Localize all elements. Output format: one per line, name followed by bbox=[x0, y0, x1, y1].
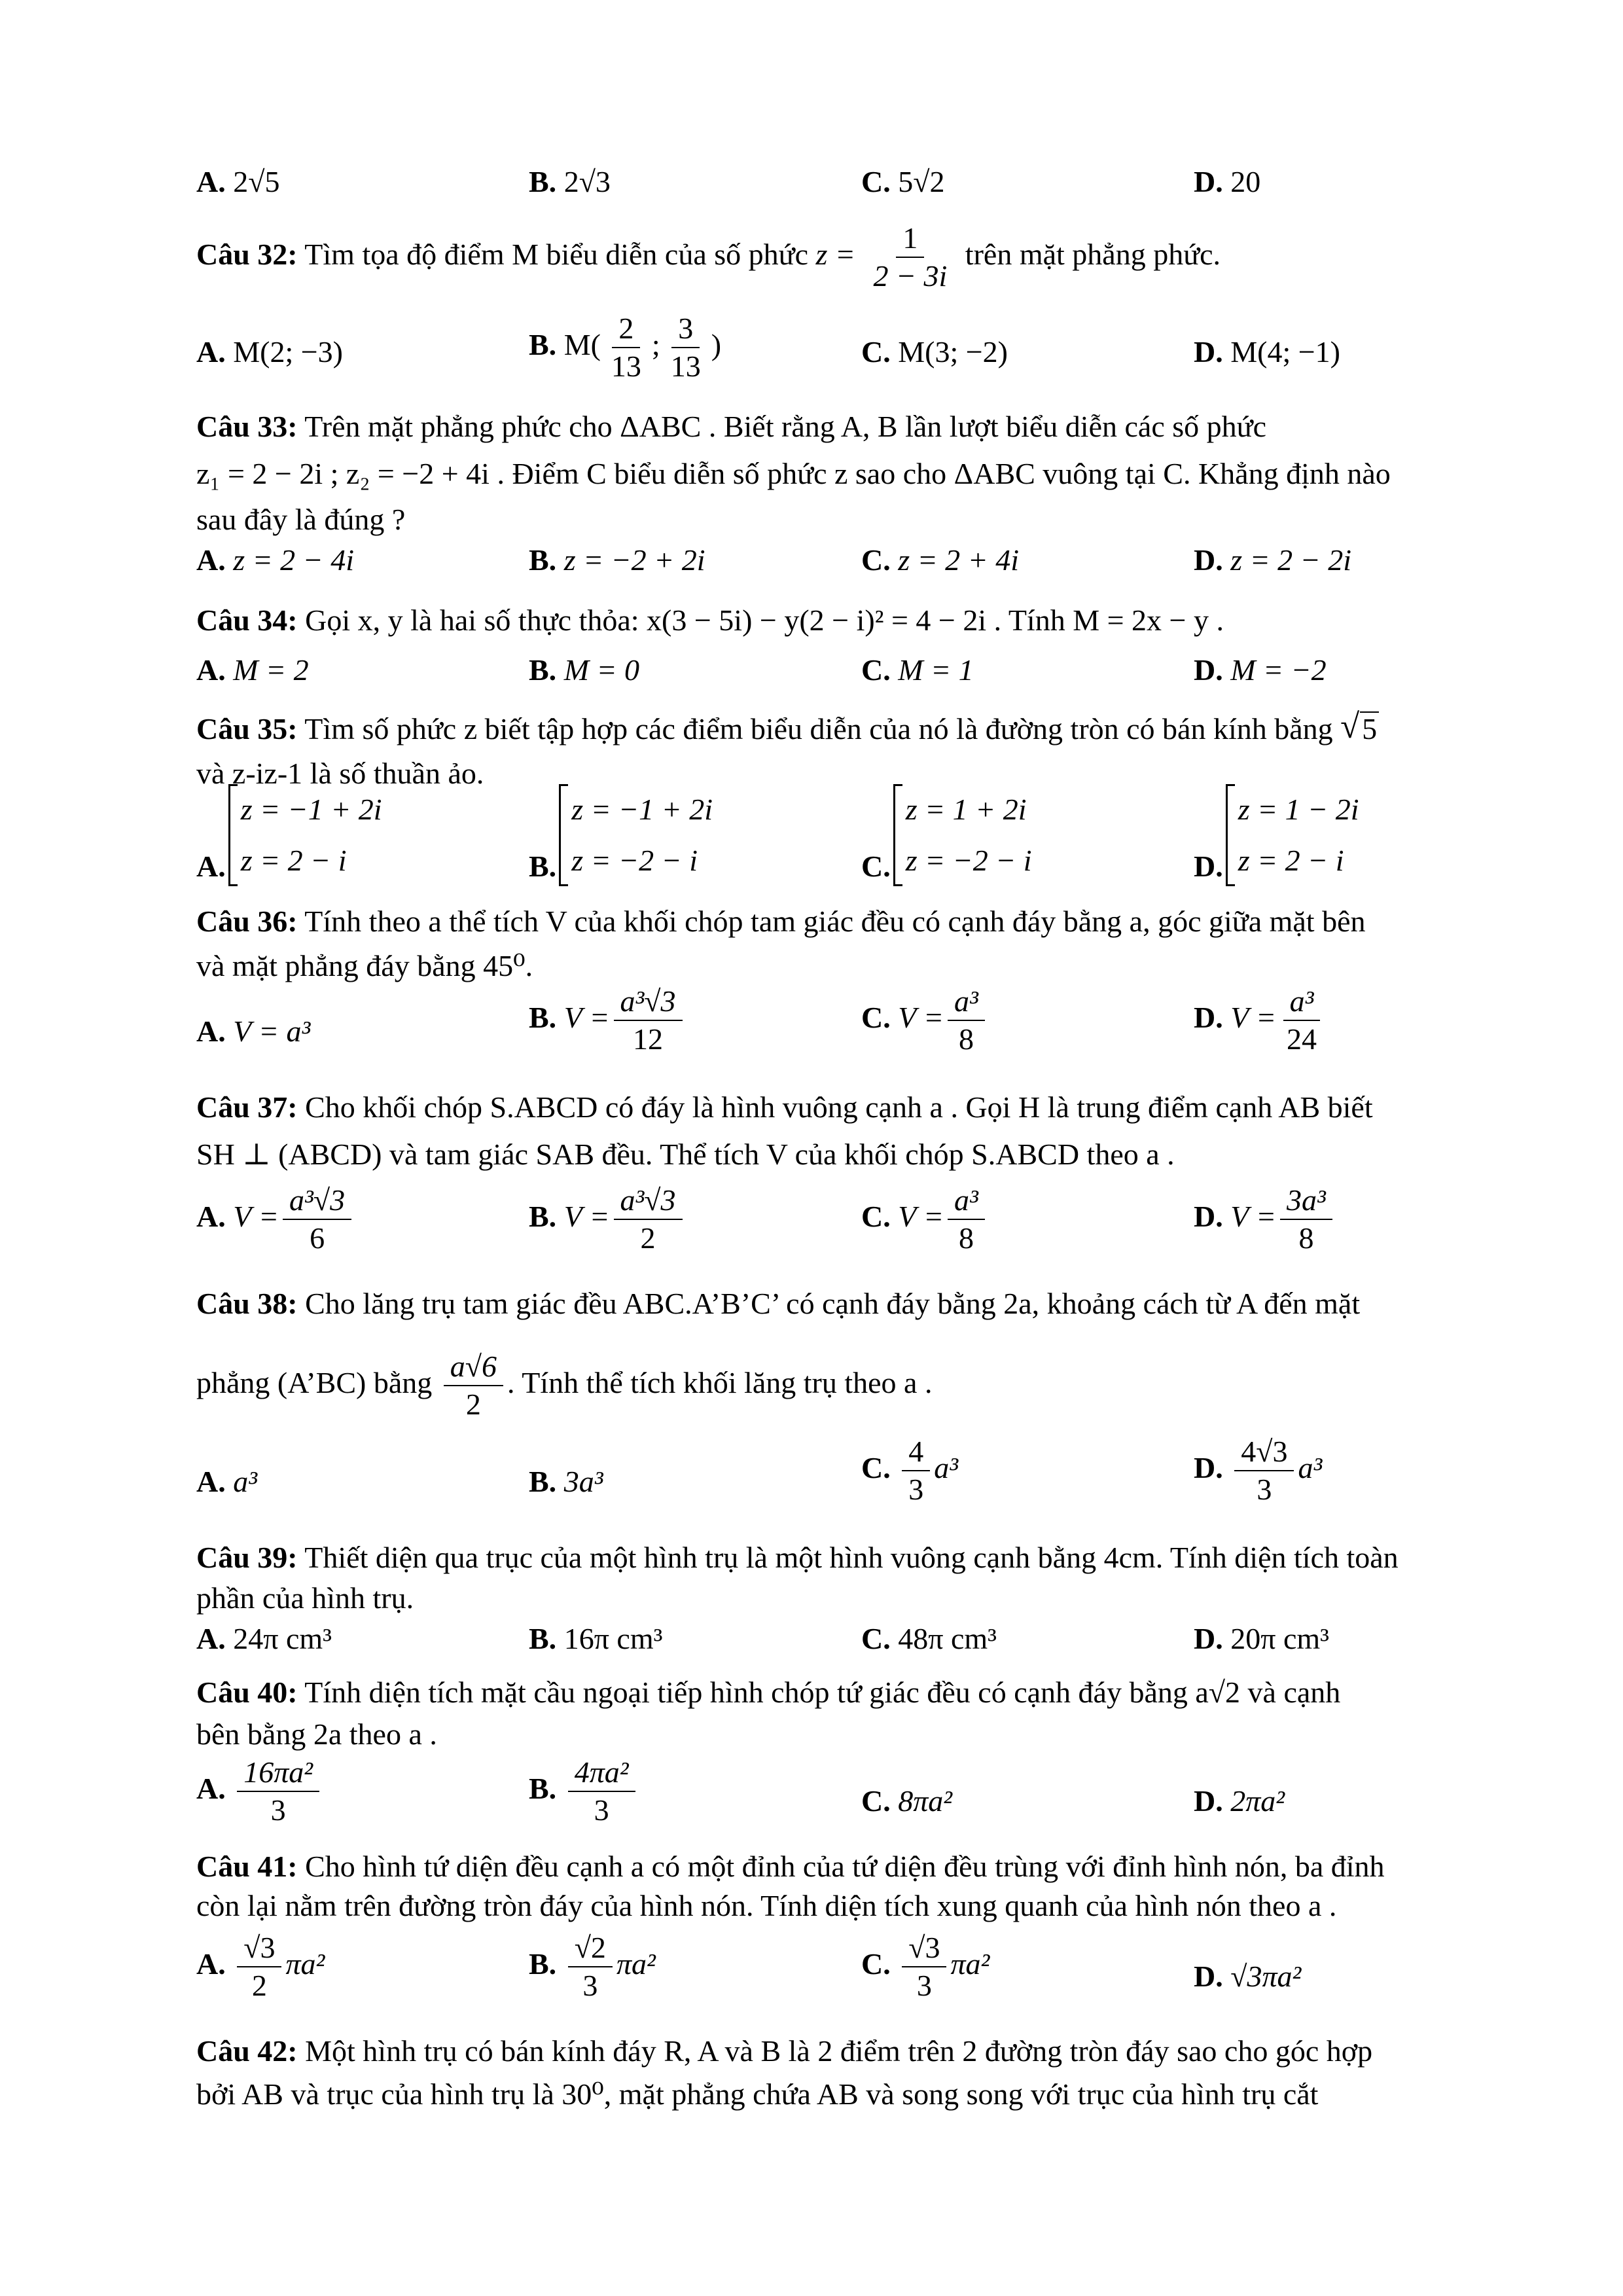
q34-option-b: B. M = 0 bbox=[529, 653, 640, 687]
q38-stem-line2: phẳng (A’BC) bằng $\frac{a√6}{2}$ . Tính thể tích khối lăng trụ theo a . bbox=[196, 1350, 933, 1422]
q34-stem: Câu 34: Gọi x, y là hai số thực thỏa: x(3 − 5i) − y(2 − i)² = 4 − 2i . Tính M = 2x − y . bbox=[196, 603, 1224, 637]
q40-option-d: D. 2πa² bbox=[1194, 1784, 1285, 1818]
q35-stem-line1: Câu 35: Tìm số phức z biết tập hợp các điểm biểu diễn của nó là đường tròn có bán kính bằng √ 5 bbox=[196, 709, 1479, 749]
q32-stem: Câu 32: Tìm tọa độ điểm M biểu diễn của số phức z = $\frac{1}{2 - 3i}$ trên mặt phẳng phức. bbox=[196, 221, 1221, 293]
q39-stem-line2: phần của hình trụ. bbox=[196, 1581, 414, 1615]
q36-stem-line2: và mặt phẳng đáy bằng 45⁰. bbox=[196, 949, 533, 982]
q31-option-c: C. 5√2 bbox=[861, 165, 945, 198]
q34-option-a: A. M = 2 bbox=[196, 653, 309, 687]
q41-option-b: B. $\frac{√2}{3}$ πa² bbox=[529, 1931, 656, 2003]
q37-option-a: A. V = $\frac{\text{a³√3}}{6}$ bbox=[196, 1185, 355, 1255]
q33-stem-line2: z₁ = 2 − 2i ; z₂ = −2 + 4i . Điểm C biểu diễn số phức z sao cho ΔABC vuông tại C. Khẳng định nào bbox=[196, 457, 1391, 490]
q37-stem-line1: Câu 37: Cho khối chóp S.ABCD có đáy là hình vuông cạnh a . Gọi H là trung điểm cạnh AB biết bbox=[196, 1090, 1373, 1124]
q42-stem-line2: bởi AB và trục của hình trụ là 30⁰, mặt phẳng chứa AB và song song với trục của hình trụ cắt bbox=[196, 2077, 1319, 2111]
q38-stem-line1: Câu 38: Cho lăng trụ tam giác đều ABC.A’B’C’ có cạnh đáy bằng 2a, khoảng cách từ A đến mặt bbox=[196, 1287, 1361, 1320]
q37-option-c: C. V = $\frac{\text{a³}}{8}$ bbox=[861, 1185, 989, 1255]
q35-option-a: A. z = −1 + 2i z = 2 − i bbox=[196, 784, 382, 886]
q36-option-a: A. V = a³ bbox=[196, 1014, 311, 1048]
q34-option-d: D. M = −2 bbox=[1194, 653, 1327, 687]
q35-option-c: C. z = 1 + 2i z = −2 − i bbox=[861, 784, 1032, 886]
q33-option-c: C. z = 2 + 4i bbox=[861, 543, 1019, 577]
q31-option-a: A. 2√5 bbox=[196, 165, 280, 198]
q40-stem-line2: bên bằng 2a theo a . bbox=[196, 1717, 437, 1751]
q35-stem-line2: và z-iz-1 là số thuần ảo. bbox=[196, 757, 484, 790]
q33-option-d: D. z = 2 − 2i bbox=[1194, 543, 1351, 577]
q39-option-a: A. 24π cm³ bbox=[196, 1622, 332, 1655]
q41-option-d: D. √3πa² bbox=[1194, 1960, 1302, 1993]
q37-stem-line2: SH ⊥ (ABCD) và tam giác SAB đều. Thể tích V của khối chóp S.ABCD theo a . bbox=[196, 1138, 1175, 1171]
q37-option-b: B. V = $\frac{\text{a³√3}}{2}$ bbox=[529, 1185, 687, 1255]
q39-option-d: D. 20π cm³ bbox=[1194, 1622, 1329, 1655]
q33-stem-line1: Câu 33: Trên mặt phẳng phức cho ΔABC . Biết rằng A, B lần lượt biểu diễn các số phức bbox=[196, 410, 1267, 443]
q38-option-b: B. 3a³ bbox=[529, 1465, 603, 1498]
q32-option-d: D. M(4; −1) bbox=[1194, 335, 1340, 368]
q32-option-b: B. M( $\frac{2}{13}$ ; $\frac{3}{13}$ ) bbox=[529, 312, 722, 384]
q42-stem-line1: Câu 42: Một hình trụ có bán kính đáy R, A và B là 2 điểm trên 2 đường tròn đáy sao cho góc hợp bbox=[196, 2034, 1373, 2068]
q36-option-b: B. V = $\frac{\text{a³√3}}{12}$ bbox=[529, 986, 687, 1056]
q41-option-a: A. $\frac{√3}{2}$ πa² bbox=[196, 1931, 325, 2003]
q41-option-c: C. $\frac{√3}{3}$ πa² bbox=[861, 1931, 990, 2003]
q33-option-b: B. z = −2 + 2i bbox=[529, 543, 705, 577]
q37-option-d: D. V = $\frac{\text{3a³}}{8}$ bbox=[1194, 1185, 1336, 1255]
q40-option-b: B. $\frac{\text{4πa²}}{3}$ bbox=[529, 1757, 639, 1827]
q36-option-c: C. V = $\frac{\text{a³}}{8}$ bbox=[861, 986, 989, 1056]
q39-option-b: B. 16π cm³ bbox=[529, 1622, 663, 1655]
q36-stem-line1: Câu 36: Tính theo a thể tích V của khối chóp tam giác đều có cạnh đáy bằng a, góc giữa mặt bên bbox=[196, 905, 1366, 938]
q40-option-a: A. $\frac{\text{16πa²}}{3}$ bbox=[196, 1757, 323, 1827]
q40-option-c: C. 8πa² bbox=[861, 1784, 953, 1818]
q31-option-b: B. 2√3 bbox=[529, 165, 611, 198]
q38-option-a: A. a³ bbox=[196, 1465, 258, 1498]
q32-option-a: A. M(2; −3) bbox=[196, 335, 343, 368]
q41-stem-line2: còn lại nằm trên đường tròn đáy của hình nón. Tính diện tích xung quanh của hình nón theo a . bbox=[196, 1889, 1337, 1922]
q35-option-b: B. z = −1 + 2i z = −2 − i bbox=[529, 784, 713, 886]
q33-stem-line3: sau đây là đúng ? bbox=[196, 503, 406, 536]
q36-option-d: D. V = $\frac{\text{a³}}{24}$ bbox=[1194, 986, 1327, 1056]
q38-option-d: D. $\frac{4√3}{3}$ a³ bbox=[1194, 1435, 1323, 1507]
q39-option-c: C. 48π cm³ bbox=[861, 1622, 997, 1655]
q41-stem-line1: Câu 41: Cho hình tứ diện đều cạnh a có một đỉnh của tứ diện đều trùng với đỉnh hình nón, ba đỉnh bbox=[196, 1850, 1385, 1883]
q38-option-c: C. $\frac{4}{3}$ a³ bbox=[861, 1435, 959, 1507]
q35-option-d: D. z = 1 − 2i z = 2 − i bbox=[1194, 784, 1359, 886]
q40-stem-line1: Câu 40: Tính diện tích mặt cầu ngoại tiếp hình chóp tứ giác đều có cạnh đáy bằng a√2 và cạnh bbox=[196, 1676, 1341, 1709]
q31-option-d: D. 20 bbox=[1194, 165, 1261, 198]
q39-stem-line1: Câu 39: Thiết diện qua trục của một hình trụ là một hình vuông cạnh bằng 4cm. Tính diện tích toàn bbox=[196, 1541, 1399, 1574]
q32-option-c: C. M(3; −2) bbox=[861, 335, 1008, 368]
q34-option-c: C. M = 1 bbox=[861, 653, 974, 687]
q33-option-a: A. z = 2 − 4i bbox=[196, 543, 354, 577]
